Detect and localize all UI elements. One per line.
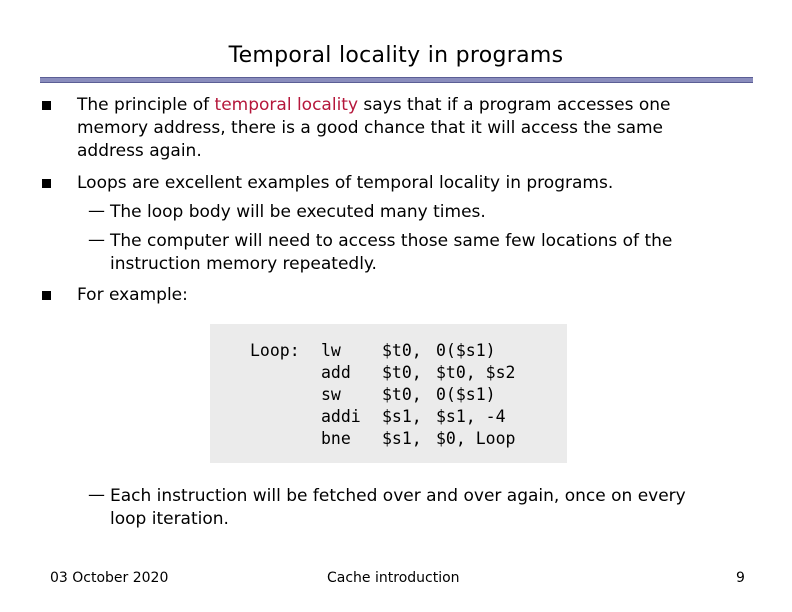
code-args: 0($s1): [436, 341, 496, 360]
subbullet-2-line-2: instruction memory repeatedly.: [110, 254, 377, 274]
subbullet-1-text: The loop body will be executed many times.: [110, 202, 486, 222]
code-reg: $t0,: [382, 363, 422, 382]
title-divider: [40, 77, 753, 83]
code-args: $0, Loop: [436, 429, 516, 448]
code-reg: $s1,: [382, 407, 422, 426]
dash-marker: —: [88, 485, 105, 505]
highlight-term: temporal locality: [214, 95, 359, 115]
footer-title: Cache introduction: [327, 570, 460, 586]
dash-marker: —: [88, 201, 105, 221]
bullet-1-suffix: says that if a program accesses one: [358, 95, 671, 115]
bullet-1-line-3: address again.: [77, 141, 202, 161]
note-line-2: loop iteration.: [110, 509, 229, 529]
code-label: Loop:: [250, 341, 300, 360]
code-reg: $t0,: [382, 341, 422, 360]
bullet-2-text: Loops are excellent examples of temporal locality in programs.: [77, 173, 614, 193]
code-op: add: [321, 363, 351, 382]
bullet-1-line-2: memory address, there is a good chance that it will access the same: [77, 118, 664, 138]
bullet-marker: [42, 291, 51, 300]
code-args: 0($s1): [436, 385, 496, 404]
footer-date: 03 October 2020: [50, 570, 169, 586]
bullet-1-prefix: The principle of: [77, 95, 215, 115]
code-op: addi: [321, 407, 361, 426]
code-op: sw: [321, 385, 341, 404]
bullet-1-line-1: [77, 94, 671, 117]
code-reg: $t0,: [382, 385, 422, 404]
note-line-1: Each instruction will be fetched over and over again, once on every: [110, 486, 686, 506]
code-args: $s1, -4: [436, 407, 506, 426]
code-reg: $s1,: [382, 429, 422, 448]
bullet-marker: [42, 179, 51, 188]
code-op: bne: [321, 429, 351, 448]
code-args: $t0, $s2: [436, 363, 516, 382]
page-number: 9: [736, 570, 745, 586]
code-op: lw: [321, 341, 341, 360]
bullet-marker: [42, 101, 51, 110]
slide-title: Temporal locality in programs: [228, 43, 564, 68]
bullet-3-text: For example:: [77, 285, 188, 305]
dash-marker: —: [88, 230, 105, 250]
subbullet-2-line-1: The computer will need to access those same few locations of the: [110, 231, 673, 251]
